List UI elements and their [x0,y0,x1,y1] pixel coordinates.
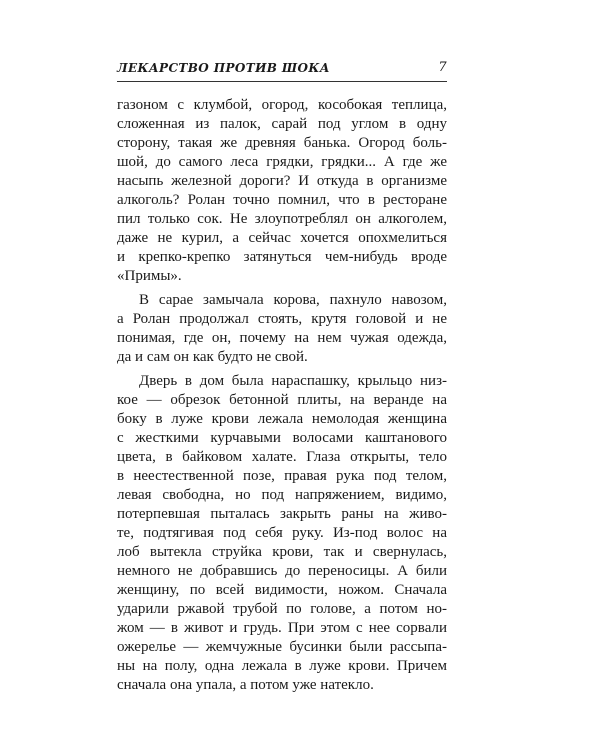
text-line: немного не добравшись до переносицы. А били [117,563,447,579]
text-line: газоном с клумбой, огород, кособокая теплица, [117,97,447,113]
text-line: потерпевшая пыталась закрыть раны на живо- [117,506,447,522]
text-line: кое — обрезок бетонной плиты, на веранде на [117,392,447,408]
body-text [117,96,447,695]
running-head [117,61,447,79]
text-line: и крепко-крепко затянуться чем-нибудь вроде [117,249,447,265]
paragraph [117,372,447,695]
text-line: боку в луже крови лежала немолодая женщина [117,411,447,427]
text-line: в неестественной позе, правая рука под телом, [117,468,447,484]
running-title: ЛЕКАРСТВО ПРОТИВ ШОКА [117,61,330,75]
text-line: левая свободна, но под напряжением, видимо, [117,487,447,503]
text-line: шой, до самого леса грядки, грядки... А где же [117,154,447,170]
text-line: сложенная из палок, сарай под углом в одну [117,116,447,132]
text-line: сторону, такая же древняя банька. Огород боль- [117,135,447,151]
text-line: а Ролан продолжал стоять, крутя головой и не [117,311,447,327]
text-line: понимая, где он, почему на нем чужая одежда, [117,330,447,346]
page-number: 7 [438,60,447,75]
text-line: ударили ржавой трубой по голове, а потом но- [117,601,447,617]
text-line: насыпь железной дороги? И откуда в организме [117,173,447,189]
text-line: В сарае замычала корова, пахнуло навозом, [139,292,447,308]
text-line: лоб вытекла струйка крови, так и свернулась, [117,544,447,560]
text-line: женщину, по всей видимости, ножом. Сначала [117,582,447,598]
text-line: даже не курил, а сейчас хочется опохмелиться [117,230,447,246]
text-line: с жесткими курчавыми волосами каштанового [117,430,447,446]
text-line: цвета, в байковом халате. Глаза открыты, тело [117,449,447,465]
text-line: алкоголь? Ролан точно помнил, что в ресторане [117,192,447,208]
text-line: пил только сок. Не злоупотреблял он алкоголем, [117,211,447,227]
text-line: «Примы». [117,268,182,284]
paragraph [117,96,447,286]
text-line: жом — в живот и грудь. При этом с нее сорвали [117,620,447,636]
text-line: сначала она упала, а потом уже натекло. [117,677,374,693]
paragraph [117,291,447,367]
text-line: ожерелье — жемчужные бусинки были рассыпа- [117,639,447,655]
text-line: да и сам он как будто не свой. [117,349,308,365]
header-rule [117,81,447,82]
text-line: ны на полу, одна лежала в луже крови. Причем [117,658,447,674]
text-line: Дверь в дом была нараспашку, крыльцо низ- [139,373,447,389]
text-line: те, подтягивая под себя руку. Из-под волос на [117,525,447,541]
